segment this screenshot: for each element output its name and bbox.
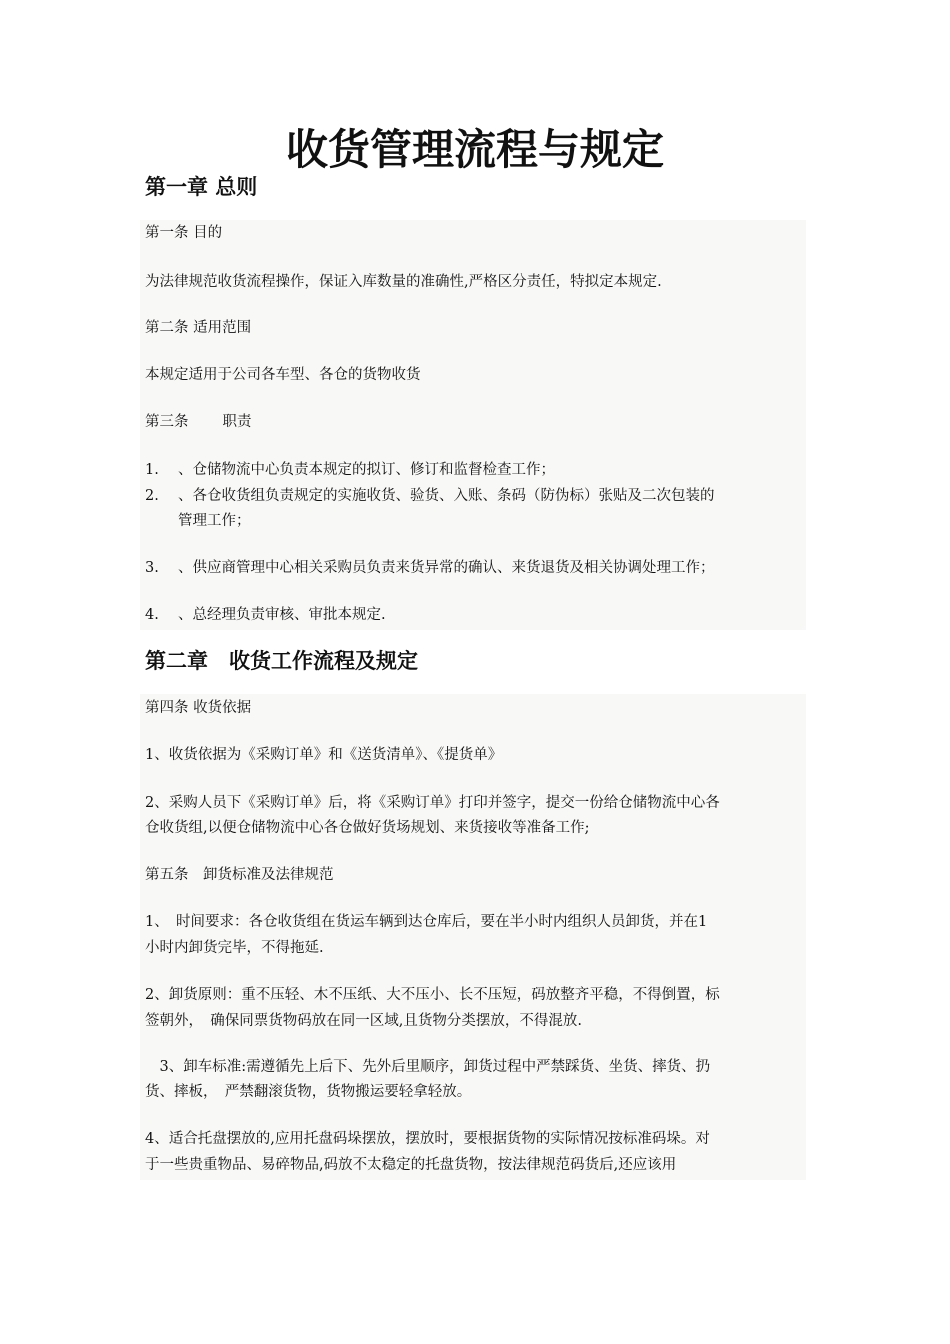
duty-1-text: 、仓储物流中心负责本规定的拟订、修订和监督检查工作； [178,462,555,478]
duty-4-number: 4. [145,607,159,623]
article-5-paragraph-3-line-1: 3、卸车标准:需遵循先上后下、先外后里顺序，卸货过程中严禁踩货、坐货、摔货、扔 [145,1059,711,1075]
article-5-paragraph-3-line-2: 货、摔板， 严禁翻滚货物，货物搬运要轻拿轻放。 [145,1084,472,1100]
duty-2-text-cont: 管理工作； [178,513,251,529]
article-5-paragraph-4-line-2: 于一些贵重物品、易碎物品,码放不太稳定的托盘货物，按法律规范码货后,还应该用 [145,1157,677,1173]
article-5-paragraph-2-line-2: 签朝外， 确保同票货物码放在同一区域,且货物分类摆放，不得混放. [145,1013,582,1029]
chapter-2-heading: 第二章 收货工作流程及规定 [145,648,418,673]
article-4-paragraph-1: 1、收货依据为《采购订单》和《送货清单》、《提货单》 [145,747,503,763]
article-5-paragraph-1-line-2: 小时内卸货完毕，不得拖延. [145,940,324,956]
duty-3-number: 3. [145,560,159,576]
article-4-paragraph-2-line-2: 仓收货组,以便仓储物流中心各仓做好货场规划、来货接收等准备工作; [145,820,590,836]
duty-4-text: 、总经理负责审核、审批本规定. [178,607,386,623]
article-5-paragraph-2-line-1: 2、卸货原则：重不压轻、木不压纸、大不压小、长不压短，码放整齐平稳，不得倒置，标 [145,987,720,1003]
article-2-title: 第二条 适用范围 [145,320,252,336]
article-3-label: 第三条 [145,414,189,430]
article-2-text: 本规定适用于公司各车型、各仓的货物收货 [145,367,421,383]
duty-2-number: 2. [145,488,159,504]
article-4-paragraph-2-line-1: 2、采购人员下《采购订单》后，将《采购订单》打印并签字，提交一份给仓储物流中心各 [145,795,720,811]
chapter-1-heading: 第一章 总则 [145,174,258,199]
duty-2-text: 、各仓收货组负责规定的实施收货、验货、入账、条码（防伪标）张贴及二次包装的 [178,488,715,504]
article-1-text: 为法律规范收货流程操作，保证入库数量的准确性,严格区分责任，特拟定本规定. [145,274,662,290]
article-3-subject: 职责 [222,414,252,430]
duty-1-number: 1. [145,462,159,478]
article-1-title: 第一条 目的 [145,225,223,241]
article-4-title: 第四条 收货依据 [145,700,252,716]
article-5-paragraph-4-line-1: 4、适合托盘摆放的,应用托盘码垛摆放，摆放时，要根据货物的实际情况按标准码垛。对 [145,1131,710,1147]
duty-3-text: 、供应商管理中心相关采购员负责来货异常的确认、来货退货及相关协调处理工作； [178,560,715,576]
article-5-paragraph-1-line-1: 1、 时间要求：各仓收货组在货运车辆到达仓库后，要在半小时内组织人员卸货，并在1 [145,914,708,930]
page-title: 收货管理流程与规定 [285,125,664,174]
article-5-title: 第五条 卸货标准及法律规范 [145,867,334,883]
article-3-title [145,409,252,435]
